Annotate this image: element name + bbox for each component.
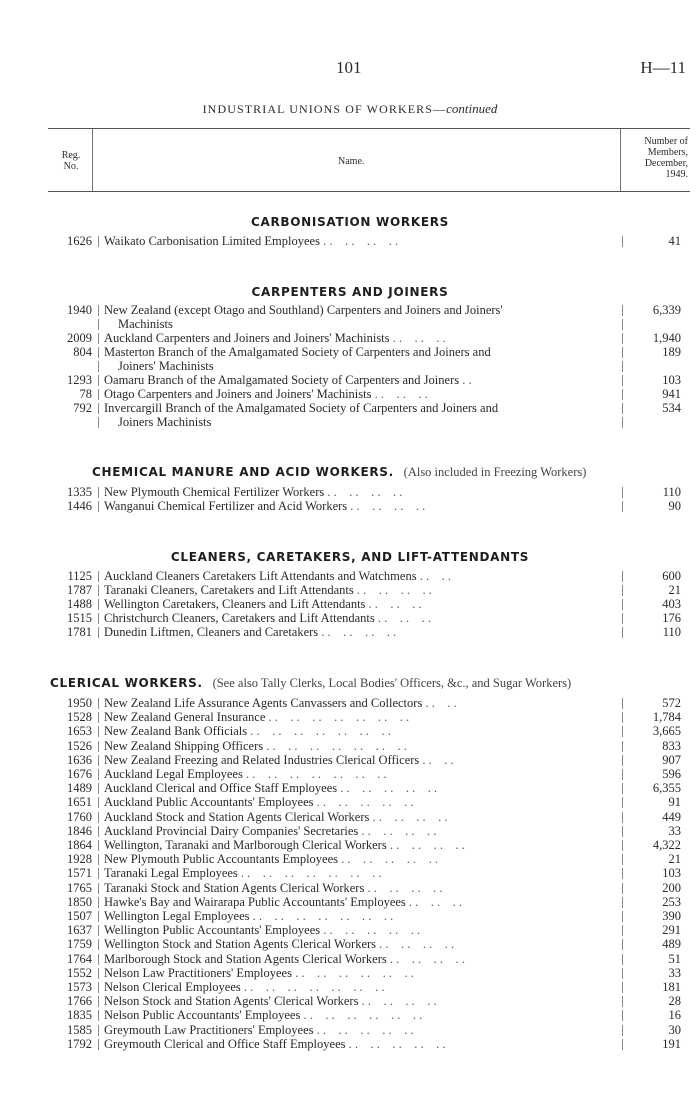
member-count: 191 [662, 1036, 681, 1051]
column-rule [622, 361, 623, 372]
leader-dots: . . . . . . . . [321, 625, 397, 639]
leader-dots: . . . . . . . . . . . . . . [252, 909, 394, 923]
reg-number: 1125 [67, 569, 92, 583]
union-name [104, 696, 618, 710]
leader-dots: . . . . . . [374, 387, 428, 401]
column-rule [98, 868, 99, 879]
column-rule [98, 627, 99, 638]
section-title-cleaners: CLEANERS, CARETAKERS, AND LIFT-ATTENDANTS [170, 550, 530, 564]
member-count: 572 [662, 696, 681, 710]
leader-dots: . . . . . . . . . . . . . . [243, 980, 385, 994]
member-count: 3,665 [652, 724, 681, 739]
leader-dots: . . . . . . . . [327, 485, 403, 499]
column-rule [98, 698, 99, 709]
union-name-continuation: Joiners Machinists [118, 415, 212, 429]
reg-number: 1489 [67, 781, 92, 796]
union-name [104, 767, 618, 781]
union-name-text: Nelson Clerical Employees [104, 980, 241, 994]
union-name-text: Wellington Caretakers, Cleaners and Lift Attendants [104, 597, 366, 611]
reg-number: 1637 [67, 923, 92, 938]
column-header-line: 1949. [665, 169, 688, 180]
union-name [104, 795, 618, 809]
reg-number: 1928 [67, 852, 92, 867]
leader-dots: . . . . . . . . . . . . . . [240, 866, 382, 881]
column-rule [98, 403, 99, 414]
member-count: 28 [668, 994, 681, 1009]
member-count: 600 [662, 569, 681, 583]
column-header-reg [52, 150, 90, 172]
leader-dots: . . . . . . . . [350, 499, 426, 513]
section-title-carpenters: CARPENTERS AND JOINERS [251, 285, 449, 299]
column-rule [98, 571, 99, 582]
member-count: 6,339 [652, 303, 681, 317]
reg-number: 1781 [67, 625, 92, 639]
leader-dots: . . . . [425, 696, 457, 710]
member-count: 189 [662, 345, 681, 359]
reg-number: 1850 [67, 894, 92, 909]
leader-dots: . . . . . . . . [367, 880, 443, 895]
member-count: 103 [662, 373, 681, 387]
union-name-text: Nelson Law Practitioners' Employees [104, 965, 292, 980]
title-caps: INDUSTRIAL UNIONS OF WORKERS— [202, 102, 447, 116]
column-rule [98, 319, 99, 330]
reg-number: 1760 [67, 809, 92, 824]
member-count: 103 [662, 866, 681, 881]
union-name [104, 1008, 618, 1022]
union-name-text: Dunedin Liftmen, Cleaners and Caretakers [104, 625, 319, 639]
union-name-text: Masterton Branch of the Amalgamated Society of Carpenters and Joiners and [104, 345, 491, 359]
member-count: 200 [662, 880, 681, 895]
leader-dots: . . . . . . . . . . . . . . [266, 738, 407, 753]
union-name-text: Wellington Stock and Station Agents Clerical Workers [104, 937, 377, 952]
union-name [104, 401, 618, 415]
section-title-chemical [92, 465, 586, 480]
column-rule [98, 783, 99, 794]
union-name-text: Taranaki Stock and Station Agents Clerical Workers [104, 880, 365, 895]
union-name [104, 980, 618, 994]
member-count: 403 [662, 597, 681, 611]
union-name-continuation: Joiners' Machinists [118, 359, 214, 373]
member-count: 41 [668, 234, 681, 248]
section-heading: CHEMICAL MANURE AND ACID WORKERS. [92, 465, 394, 479]
union-name [104, 499, 618, 513]
reg-number: 1571 [67, 866, 92, 881]
reg-number: 1446 [67, 499, 92, 513]
union-name-text: New Zealand (except Otago and Southland) Carpenters and Joiners and Joiners' [104, 303, 503, 317]
member-count: 110 [662, 485, 681, 499]
union-name-text: New Zealand General Insurance [104, 710, 266, 725]
union-name [104, 373, 618, 387]
column-rule [98, 996, 99, 1007]
union-name [104, 234, 618, 248]
union-name-text: New Plymouth Chemical Fertilizer Workers [104, 485, 325, 499]
column-rule [98, 613, 99, 624]
reg-number: 1846 [67, 823, 92, 838]
reg-number: 1515 [67, 611, 92, 625]
leader-dots: . . . . . . . . [361, 823, 437, 838]
union-name-text: Auckland Carpenters and Joiners and Joiners' Machinists [104, 331, 390, 345]
column-rule [98, 968, 99, 979]
union-name-text: New Zealand Shipping Officers [104, 738, 264, 753]
member-count: 110 [662, 625, 681, 639]
union-name [104, 881, 618, 895]
member-count: 90 [668, 499, 681, 513]
reg-number: 78 [79, 387, 92, 401]
column-rule [622, 417, 623, 428]
member-count: 253 [662, 894, 681, 909]
column-rule [98, 487, 99, 498]
reg-number: 1585 [67, 1022, 92, 1037]
leader-dots: . . . . . . . . [372, 809, 448, 824]
leader-dots: . . . . . . [392, 331, 446, 345]
reg-number: 1765 [67, 880, 92, 895]
leader-dots: . . . . . . [368, 597, 422, 611]
reg-number: 1651 [67, 795, 92, 810]
member-count: 176 [662, 611, 681, 625]
union-name [104, 866, 618, 880]
reg-number: 1636 [67, 752, 92, 767]
reg-number: 1835 [67, 1008, 92, 1023]
member-count: 91 [668, 795, 681, 810]
leader-dots: . . . . . . . . . . . . [295, 965, 414, 980]
column-rule [98, 812, 99, 823]
column-rule [98, 1025, 99, 1036]
column-rule [622, 319, 623, 330]
member-count: 4,322 [652, 838, 681, 852]
union-name [104, 909, 618, 923]
leader-dots: . . . . . . . . [379, 937, 455, 952]
member-count: 449 [662, 809, 681, 824]
member-count: 51 [668, 951, 681, 966]
member-count: 21 [668, 583, 681, 597]
reg-number: 804 [73, 345, 92, 359]
union-name-text: New Plymouth Public Accountants Employees [104, 852, 339, 867]
union-name-text: Wellington, Taranaki and Marlborough Clerical Workers [104, 838, 387, 852]
union-name-text: Waikato Carbonisation Limited Employees [104, 234, 320, 248]
column-header-line: Reg. [61, 150, 81, 161]
reg-number: 1507 [67, 909, 92, 923]
member-count: 1,784 [652, 710, 681, 725]
reg-number: 1293 [67, 373, 92, 387]
leader-dots: . . . . . . . . . . . . . . [268, 710, 410, 725]
union-name [104, 625, 618, 639]
column-rule [98, 840, 99, 851]
union-name [104, 838, 618, 852]
union-name [104, 994, 618, 1008]
member-count: 489 [662, 937, 681, 952]
leader-dots: . . . . . . . . [389, 951, 465, 966]
leader-dots: . . . . . . . . . . [316, 795, 414, 810]
union-name [104, 583, 618, 597]
member-count: 833 [662, 738, 681, 753]
union-name-text: Auckland Legal Employees [104, 767, 243, 781]
column-rule [98, 939, 99, 950]
leader-dots: . . . . . . . . . . [348, 1036, 446, 1051]
member-count: 907 [662, 752, 681, 767]
column-rule [98, 741, 99, 752]
union-name-text: Wellington Legal Employees [104, 909, 250, 923]
leader-dots: . . . . . . . . . . [323, 923, 421, 938]
union-name [104, 1023, 618, 1037]
union-name-text: Wanganui Chemical Fertilizer and Acid Workers [104, 499, 348, 513]
union-name-text: Wellington Public Accountants' Employees [104, 923, 321, 938]
union-name-text: New Zealand Freezing and Related Industries Clerical Officers [104, 752, 420, 767]
union-name [104, 966, 618, 980]
leader-dots: . . . . . . . . . . . . . . [245, 767, 387, 781]
union-name-text: Nelson Stock and Station Agents' Clerical Workers [104, 994, 359, 1009]
reg-number: 2009 [67, 331, 92, 345]
header-divider [620, 129, 621, 191]
section-title-clerical [50, 676, 571, 691]
union-name [104, 824, 618, 838]
page-number: 101 [336, 58, 362, 77]
leader-dots: . . . . . . . . . . . . [303, 1008, 423, 1023]
union-name [104, 739, 618, 753]
column-rule [98, 305, 99, 316]
member-count: 33 [668, 965, 681, 980]
section-title-carbonisation: CARBONISATION WORKERS [250, 215, 450, 229]
union-name [104, 485, 618, 499]
reg-number: 1526 [67, 738, 92, 753]
leader-dots: . . . . . . . . [356, 583, 432, 597]
reg-number: 1787 [67, 583, 92, 597]
member-count: 534 [662, 401, 681, 415]
union-name [104, 781, 618, 795]
reg-number: 1552 [67, 965, 92, 980]
column-rule [98, 826, 99, 837]
column-header-line: No. [63, 161, 79, 172]
union-name [104, 923, 618, 937]
union-name-text: Marlborough Stock and Station Agents Clerical Workers [104, 951, 387, 966]
member-count: 181 [662, 980, 681, 994]
union-name-text: New Zealand Life Assurance Agents Canvassers and Collectors [104, 696, 423, 710]
column-header-line: Members, [647, 147, 688, 158]
column-rule [98, 599, 99, 610]
leader-dots: . . . . [419, 569, 451, 583]
union-name-text: Hawke's Bay and Wairarapa Public Accountants' Employees [104, 894, 406, 909]
union-name [104, 724, 618, 738]
column-rule [98, 854, 99, 865]
leader-dots: . . . . . . . . [323, 234, 399, 248]
column-rule [98, 1010, 99, 1021]
column-rule [98, 769, 99, 780]
column-rule [98, 755, 99, 766]
member-count: 21 [668, 852, 681, 867]
member-count: 30 [668, 1022, 681, 1037]
member-count: 16 [668, 1008, 681, 1023]
column-rule [98, 897, 99, 908]
union-name [104, 852, 618, 866]
union-name [104, 611, 618, 625]
union-name-continuation: Machinists [118, 317, 173, 331]
union-name [104, 387, 618, 401]
section-note: (See also Tally Clerks, Local Bodies' Officers, &c., and Sugar Workers) [212, 676, 572, 690]
leader-dots: . . . . . . . . [361, 994, 437, 1009]
union-name [104, 345, 618, 359]
column-header-name: Name. [338, 156, 365, 167]
section-note: (Also included in Freezing Workers) [403, 465, 587, 479]
column-rule [98, 501, 99, 512]
column-rule [98, 236, 99, 247]
column-rule [98, 954, 99, 965]
reg-number: 1864 [67, 838, 92, 852]
union-name-text: Auckland Provincial Dairy Companies' Secretaries [104, 823, 359, 838]
column-rule [98, 982, 99, 993]
union-name-text: Taranaki Legal Employees [104, 866, 238, 881]
reg-number: 1676 [67, 767, 92, 781]
header-divider [92, 129, 93, 191]
column-rule [98, 389, 99, 400]
reg-number: 1626 [67, 234, 92, 248]
leader-dots: . . . . [422, 752, 454, 767]
union-name [104, 710, 618, 724]
leader-dots: . . . . . . . . . . [316, 1022, 414, 1037]
union-name [104, 952, 618, 966]
union-name-text: Auckland Clerical and Office Staff Employees [104, 781, 338, 796]
member-count: 33 [668, 823, 681, 838]
member-count: 390 [662, 909, 681, 923]
reg-number: 1335 [67, 485, 92, 499]
union-name [104, 753, 618, 767]
union-name-text: Otago Carpenters and Joiners and Joiners' Machinists [104, 387, 372, 401]
reg-number: 792 [73, 401, 92, 415]
leader-dots: . . [462, 373, 472, 387]
reg-number: 1766 [67, 994, 92, 1009]
column-rule [98, 797, 99, 808]
column-rule [98, 347, 99, 358]
reg-number: 1950 [67, 696, 92, 710]
union-name [104, 895, 618, 909]
column-header-members [622, 136, 688, 180]
union-name-text: Auckland Cleaners Caretakers Lift Attendants and Watchmens [104, 569, 417, 583]
union-name-text: Oamaru Branch of the Amalgamated Society of Carpenters and Joiners [104, 373, 460, 387]
column-header-line: Number of [644, 136, 688, 147]
column-rule [98, 883, 99, 894]
reg-number: 1488 [67, 597, 92, 611]
union-name [104, 937, 618, 951]
union-name-text: New Zealand Bank Officials [104, 724, 248, 739]
leader-dots: . . . . . . . . [389, 838, 465, 852]
leader-dots: . . . . . . . . . . . . . . [250, 724, 391, 739]
column-rule [98, 726, 99, 737]
leader-dots: . . . . . . . . . . [341, 852, 439, 867]
union-name [104, 810, 618, 824]
column-header-line: December, [644, 158, 688, 169]
member-count: 941 [662, 387, 681, 401]
reg-number: 1940 [67, 303, 92, 317]
column-rule [98, 925, 99, 936]
reg-number: 1528 [67, 710, 92, 725]
member-count: 1,940 [652, 331, 681, 345]
union-name-text: Auckland Public Accountants' Employees [104, 795, 314, 810]
union-name [104, 1037, 618, 1051]
union-name [104, 597, 618, 611]
leader-dots: . . . . . . . . . . [340, 781, 438, 796]
reg-number: 1764 [67, 951, 92, 966]
column-rule [98, 417, 99, 428]
reg-number: 1573 [67, 980, 92, 994]
column-rule [98, 375, 99, 386]
column-rule [98, 361, 99, 372]
page-reference: H—11 [640, 58, 686, 77]
union-name-text: Greymouth Clerical and Office Staff Employees [104, 1036, 346, 1051]
union-name-text: Invercargill Branch of the Amalgamated Society of Carpenters and Joiners and [104, 401, 499, 415]
union-name [104, 331, 618, 345]
member-count: 6,355 [652, 781, 681, 796]
column-rule [98, 1039, 99, 1050]
reg-number: 1759 [67, 937, 92, 952]
union-name-text: Nelson Public Accountants' Employees [104, 1008, 301, 1023]
column-rule [98, 712, 99, 723]
union-name-text: Auckland Stock and Station Agents Clerical Workers [104, 809, 370, 824]
column-rule [98, 911, 99, 922]
union-name [104, 569, 618, 583]
union-name-text: Greymouth Law Practitioners' Employees [104, 1022, 314, 1037]
union-name [104, 303, 618, 317]
leader-dots: . . . . . . [377, 611, 432, 625]
section-heading: CLERICAL WORKERS. [50, 676, 203, 690]
member-count: 596 [662, 767, 681, 781]
leader-dots: . . . . . . [408, 894, 463, 909]
column-rule [98, 585, 99, 596]
union-name-text: Taranaki Cleaners, Caretakers and Lift Attendants [104, 583, 354, 597]
page-title [0, 101, 700, 117]
title-italic: continued [446, 101, 498, 116]
table-header [48, 128, 690, 192]
column-rule [98, 333, 99, 344]
union-name-text: Christchurch Cleaners, Caretakers and Lift Attendants [104, 611, 375, 625]
member-count: 291 [662, 923, 681, 938]
reg-number: 1792 [67, 1036, 92, 1051]
reg-number: 1653 [67, 724, 92, 739]
